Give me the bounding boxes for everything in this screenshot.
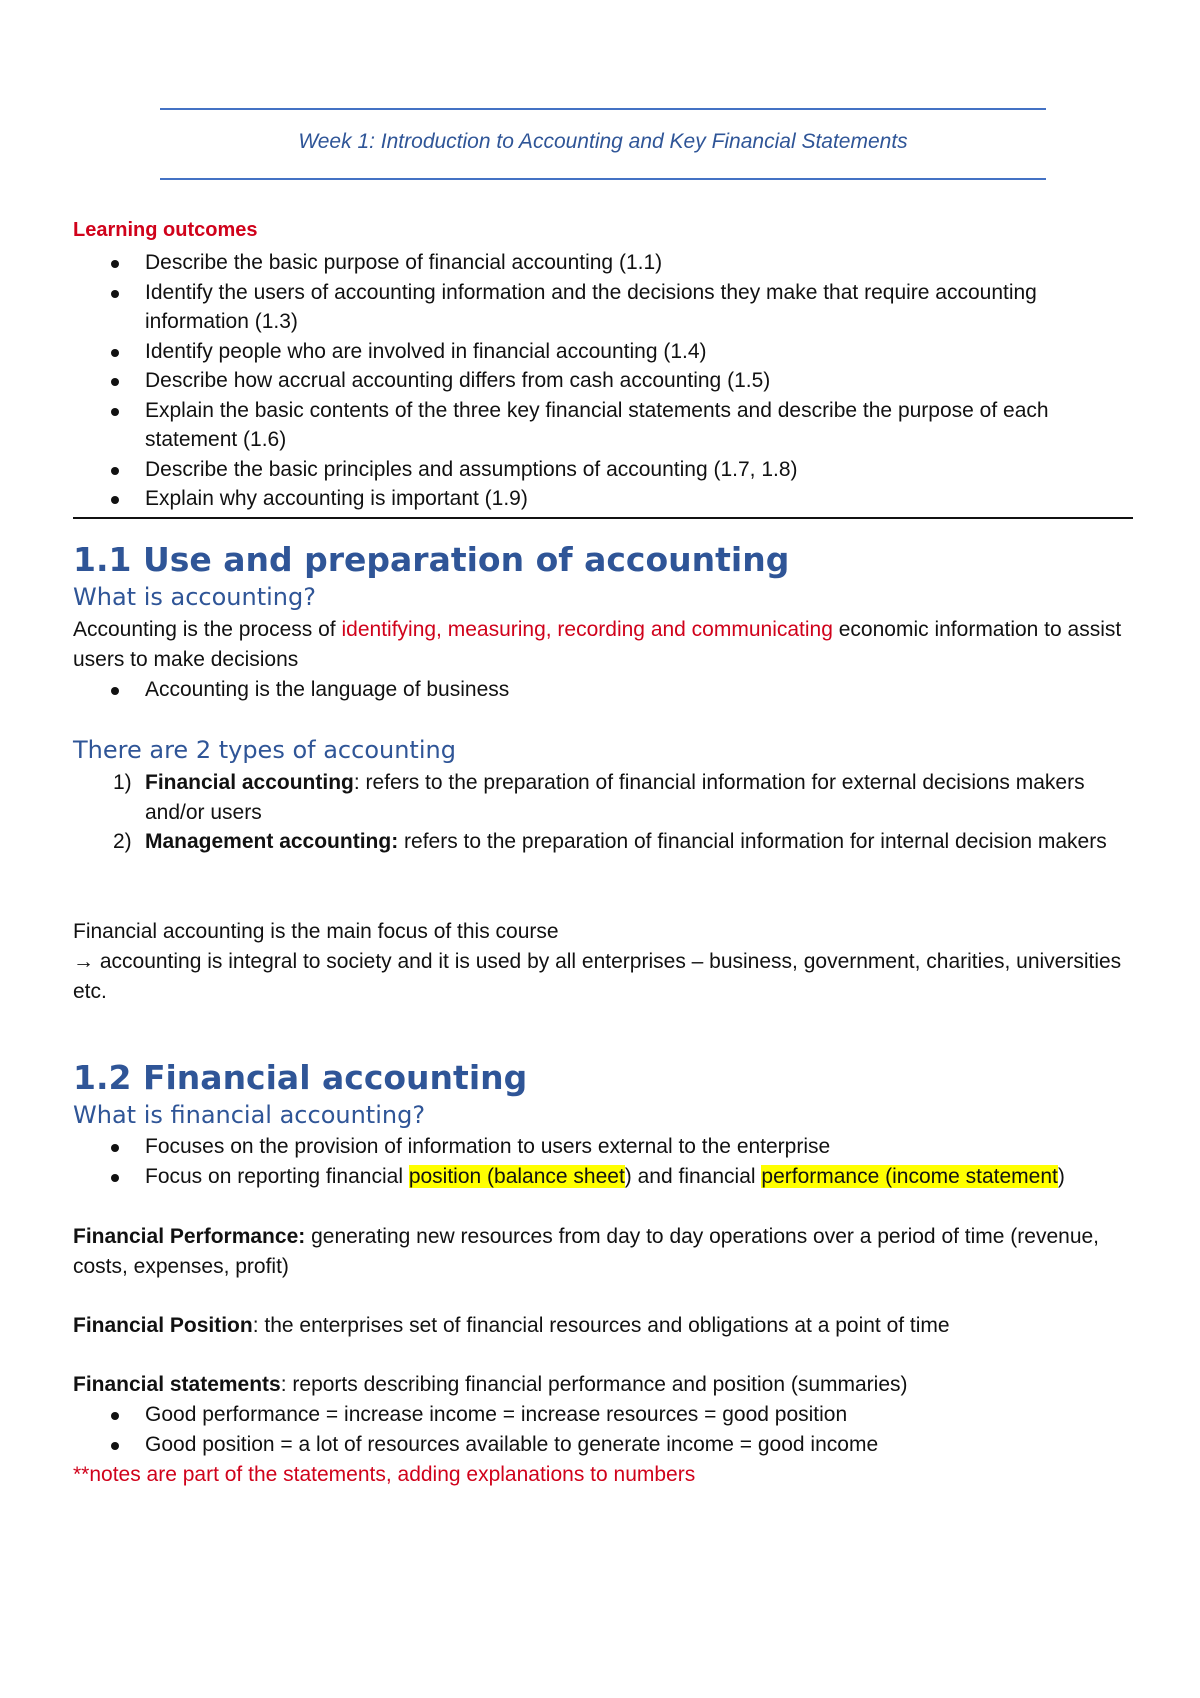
bullet-icon [111, 687, 119, 695]
bullet-icon [111, 290, 119, 298]
list-item: Focus on reporting financial position (balance sheet) and financial performance (income statement) [73, 1162, 1133, 1192]
list-item: Explain the basic contents of the three key financial statements and describe the purpose of each statement (1.6) [73, 396, 1133, 455]
list-item: 2) Management accounting: refers to the preparation of financial information for internal decision makers [113, 830, 1107, 853]
bullet-icon [111, 496, 119, 504]
financial-statements-definition: Financial statements: reports describing financial performance and position (summaries) [73, 1373, 908, 1396]
bullet-icon [111, 1412, 119, 1420]
list-item: Explain why accounting is important (1.9) [73, 484, 1133, 514]
list-item: Describe the basic purpose of financial accounting (1.1) [73, 248, 1133, 278]
what-is-accounting-heading: What is accounting? [73, 583, 316, 611]
list-item: Describe the basic principles and assumptions of accounting (1.7, 1.8) [73, 455, 1133, 485]
bullet-icon [111, 408, 119, 416]
financial-position-definition: Financial Position: the enterprises set of financial resources and obligations at a point of time [73, 1314, 950, 1337]
arrow-icon: → [73, 950, 94, 973]
document-title: Week 1: Introduction to Accounting and Key Financial Statements [298, 130, 908, 153]
bullet-icon [111, 260, 119, 268]
bullet-icon [111, 378, 119, 386]
accounting-definition: Accounting is the process of identifying, measuring, recording and communicating economic information to assist users to make decisions [73, 618, 1122, 671]
list-item: Identify people who are involved in financial accounting (1.4) [73, 337, 1133, 367]
section-1-1-heading: 1.1 Use and preparation of accounting [73, 540, 790, 579]
integral-text: → accounting is integral to society and it is used by all enterprises – business, government, charities, universities etc. [73, 950, 1122, 1003]
bullet-icon [111, 1174, 119, 1182]
accounting-types-list [73, 768, 1133, 857]
financial-performance-definition: Financial Performance: generating new resources from day to day operations over a period of time (revenue, costs, expenses, profit) [73, 1225, 1100, 1278]
header-bottom-rule [160, 178, 1046, 180]
list-item: Focuses on the provision of information to users external to the enterprise [73, 1132, 1133, 1162]
main-focus-text: Financial accounting is the main focus of this course [73, 920, 559, 943]
bullet-icon [111, 349, 119, 357]
learning-outcomes-heading: Learning outcomes [73, 219, 258, 241]
what-is-financial-accounting-heading: What is financial accounting? [73, 1101, 426, 1129]
list-item: Accounting is the language of business [73, 675, 1133, 705]
bullet-icon [111, 1442, 119, 1450]
bullet-icon [111, 467, 119, 475]
statements-bullets [73, 1400, 1133, 1459]
list-item: Describe how accrual accounting differs from cash accounting (1.5) [73, 366, 1133, 396]
notes-remark: **notes are part of the statements, adding explanations to numbers [73, 1463, 696, 1486]
list-item: Good performance = increase income = increase resources = good position [73, 1400, 1133, 1430]
section-divider [73, 517, 1133, 519]
list-item: Good position = a lot of resources available to generate income = good income [73, 1430, 1133, 1460]
list-item: Identify the users of accounting information and the decisions they make that require accounting information (1.3) [73, 278, 1133, 337]
language-bullet-list [73, 675, 1133, 705]
list-item: 1) Financial accounting: refers to the preparation of financial information for external decisions makers and/or users [113, 771, 1085, 824]
financial-accounting-bullets [73, 1132, 1133, 1191]
learning-outcomes-list [73, 248, 1133, 514]
section-1-2-heading: 1.2 Financial accounting [73, 1058, 528, 1097]
types-of-accounting-heading: There are 2 types of accounting [73, 736, 456, 764]
header-top-rule [160, 108, 1046, 110]
bullet-icon [111, 1144, 119, 1152]
